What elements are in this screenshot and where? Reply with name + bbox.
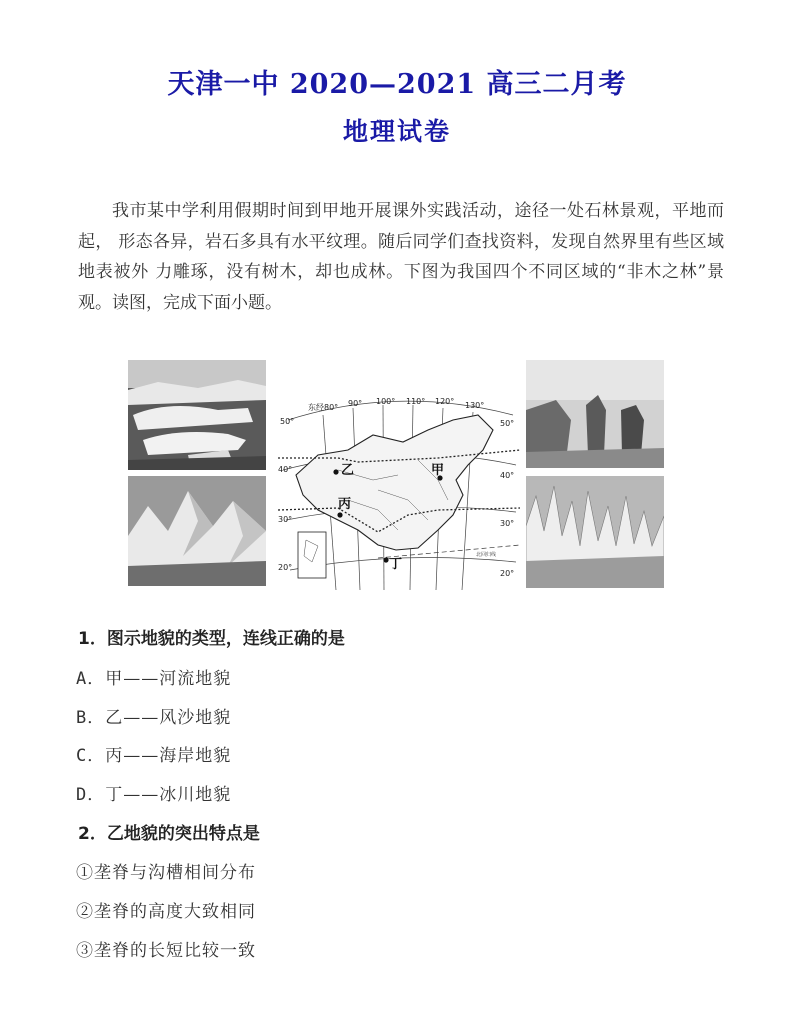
q2-statement-2-text: 垄脊的高度大致相同 [94,902,256,922]
q1-option-b[interactable] [76,703,231,728]
question-2-number: 2． [78,824,107,844]
place-label-ding: 丁 [389,557,403,572]
lat-label-left-20: 20° [278,563,293,572]
lat-label-right-50: 50° [500,419,515,428]
q2-statement-2 [76,897,256,922]
q1-option-d-text: 丁——冰川地貌 [105,785,232,805]
q2-statement-1-label: ① [76,863,94,883]
place-dot-yi [333,469,338,474]
lat-label-right-20: 20° [500,569,515,578]
place-dot-ding [383,557,388,562]
tropic-label: 北回归线 [476,552,497,558]
place-label-bing: 丙 [338,497,352,512]
q1-option-d[interactable] [76,780,231,805]
q2-statement-3 [76,936,256,961]
lat-label-left-50: 50° [280,417,295,426]
question-2-text: 乙地貌的突出特点是 [106,824,260,844]
question-2 [78,819,260,844]
place-label-yi: 乙 [341,463,355,478]
lon-label-90: 90° [348,399,363,408]
photo-glacier [128,476,266,586]
q1-option-c-text: 丙——海岸地貌 [105,746,232,766]
question-1-number: 1． [78,629,107,649]
q1-option-a[interactable] [76,664,231,689]
passage-text: 我市某中学利用假期时间到甲地开展课外实践活动，途径一处石林景观，平地而起， 形态各异，岩石多具有水平纹理。随后同学们查找资料，发现自然界里有些区域地表被外 力雕琢，没有树木，却也成林。下图为我国四个不同区域的“非木之林”景观。读图，完成下面小题。 [78,201,724,313]
q1-option-d-label: D． [76,785,106,805]
exam-title: 天津一中 2020—2021 高三二月考 [167,69,627,100]
lon-label-120: 120° [435,397,455,406]
q2-statement-3-label: ③ [76,941,94,961]
q1-option-b-text: 乙——风沙地貌 [105,708,232,728]
place-dot-bing [337,512,342,517]
exam-subtitle: 地理试卷 [342,117,451,146]
lat-label-right-30: 30° [500,519,515,528]
q1-option-a-text: 甲——河流地貌 [105,669,232,689]
q1-option-b-label: B． [76,708,106,728]
q2-statement-1-text: 垄脊与沟槽相间分布 [94,863,256,883]
lon-label-100: 100° [376,397,396,406]
question-1-text: 图示地貌的类型，连线正确的是 [106,629,345,649]
intro-passage [78,196,724,318]
lat-label-right-40: 40° [500,471,515,480]
q1-option-c[interactable] [76,741,231,766]
landform-figure [128,358,666,590]
question-1 [78,624,345,649]
q2-statement-3-text: 垄脊的长短比较一致 [94,941,256,961]
lat-label-left-30: 30° [278,515,293,524]
photo-yardang [128,360,266,470]
q1-option-c-label: C． [76,746,106,766]
lon-label-80: 东经80° [308,403,339,412]
photo-karst-forest [526,476,664,588]
q1-option-a-label: A． [76,669,106,689]
lon-label-110: 110° [406,397,426,406]
china-map [278,380,520,590]
photo-sandstone-forest [526,360,664,468]
place-label-jia: 甲 [431,463,445,478]
lon-label-130: 130° [465,401,485,410]
q2-statement-1 [76,858,256,883]
q2-statement-2-label: ② [76,902,94,922]
lat-label-left-40: 40° [278,465,293,474]
